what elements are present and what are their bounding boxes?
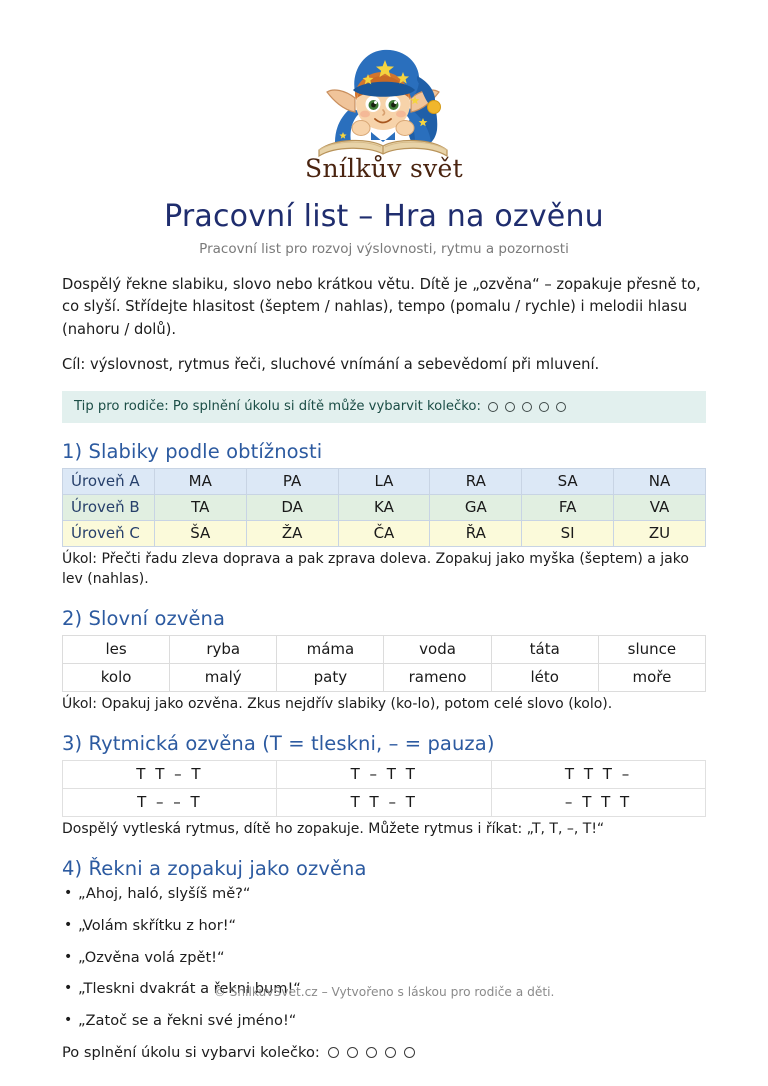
syllable-cell: ZU [614, 521, 706, 547]
syllable-cell: FA [522, 495, 614, 521]
syllable-cell: ŽA [246, 521, 338, 547]
table-row [63, 788, 706, 816]
word-cell: voda [384, 635, 491, 663]
table-row [63, 469, 706, 495]
word-cell: rameno [384, 663, 491, 691]
section-heading-1: 1) Slabiky podle obtížnosti [62, 440, 323, 464]
closing-text: Po splnění úkolu si vybarvi kolečko: [62, 1044, 320, 1062]
section-heading-3: 3) Rytmická ozvěna (T = tleskni, – = pauza) [62, 731, 495, 755]
logo-wordmark: Snílkův svět [305, 154, 463, 183]
words-table [62, 635, 706, 692]
level-label: Úroveň B [63, 495, 155, 521]
task-note-3: Dospělý vytleská rytmus, dítě ho zopakuje. Můžete rytmus i říkat: „T, T, –, T!“ [62, 820, 605, 837]
closing-circle[interactable] [366, 1047, 377, 1058]
closing-circle-group[interactable] [328, 1047, 415, 1058]
syllable-cell: NA [614, 469, 706, 495]
page-subtitle: Pracovní list pro rozvoj výslovnosti, rytmu a pozornosti [199, 241, 569, 257]
parent-tip-box [62, 391, 706, 423]
rhythm-cell: T T – T [63, 760, 277, 788]
section-heading-4: 4) Řekni a zopakuj jako ozvěna [62, 856, 367, 880]
word-cell: máma [277, 635, 384, 663]
syllable-cell: ŠA [154, 521, 246, 547]
word-cell: kolo [63, 663, 170, 691]
syllable-cell: KA [338, 495, 430, 521]
table-row [63, 521, 706, 547]
syllable-cell: VA [614, 495, 706, 521]
rhythm-cell: – T T T [491, 788, 705, 816]
closing-circle[interactable] [404, 1047, 415, 1058]
syllable-cell: DA [246, 495, 338, 521]
table-row [63, 495, 706, 521]
closing-circle[interactable] [385, 1047, 396, 1058]
task-note-1: Úkol: Přečti řadu zleva doprava a pak zprava doleva. Zopakuj jako myška (šeptem) a jako lev (nahlas). [62, 551, 689, 587]
syllable-cell: SA [522, 469, 614, 495]
tip-circle-group[interactable] [488, 402, 566, 412]
word-cell: léto [491, 663, 598, 691]
word-cell: moře [598, 663, 705, 691]
intro-paragraph: Dospělý řekne slabiku, slovo nebo krátkou větu. Dítě je „ozvěna“ – zopakuje přesně to, co slyší. Střídejte hlasitost (šeptem / nahlas), tempo (pomalu / rychle) i melodii hlasu (nahoru / dolů). [62, 276, 701, 338]
list-item: • „Ahoj, haló, slyšíš mě?“ [62, 885, 706, 904]
level-label: Úroveň A [63, 469, 155, 495]
table-row [63, 760, 706, 788]
syllable-cell: SI [522, 521, 614, 547]
goal-paragraph: Cíl: výslovnost, rytmus řeči, sluchové vnímání a sebevědomí při mluvení. [62, 356, 600, 374]
site-logo [62, 0, 706, 183]
syllable-cell: ŘA [430, 521, 522, 547]
word-cell: táta [491, 635, 598, 663]
list-item: • „Ozvěna volá zpět!“ [62, 949, 706, 968]
closing-circle[interactable] [347, 1047, 358, 1058]
syllable-cell: GA [430, 495, 522, 521]
rhythm-cell: T T – T [277, 788, 491, 816]
rhythm-cell: T – – T [63, 788, 277, 816]
page-title: Pracovní list – Hra na ozvěnu [164, 199, 604, 234]
tip-circle[interactable] [556, 402, 566, 412]
tip-circle[interactable] [539, 402, 549, 412]
syllable-cell: ČA [338, 521, 430, 547]
word-cell: les [63, 635, 170, 663]
parent-tip-text: Tip pro rodiče: Po splnění úkolu si dítě může vybarvit kolečko: [74, 399, 481, 415]
rhythm-table [62, 760, 706, 817]
page-footer: © SnilkuvSvet.cz – Vytvořeno s láskou pro rodiče a děti. [213, 985, 555, 999]
section-heading-2: 2) Slovní ozvěna [62, 606, 226, 630]
level-label: Úroveň C [63, 521, 155, 547]
closing-circle[interactable] [328, 1047, 339, 1058]
list-item: • „Zatoč se a řekni své jméno!“ [62, 1012, 706, 1031]
rhythm-cell: T T T – [491, 760, 705, 788]
syllables-table [62, 468, 706, 547]
word-cell: slunce [598, 635, 705, 663]
word-cell: paty [277, 663, 384, 691]
tip-circle[interactable] [522, 402, 532, 412]
word-cell: ryba [170, 635, 277, 663]
table-row [63, 635, 706, 663]
closing-row [62, 1044, 706, 1061]
phrase-list [62, 885, 706, 1032]
rhythm-cell: T – T T [277, 760, 491, 788]
list-item: • „Tleskni dvakrát a řekni bum!“ [62, 980, 706, 999]
elf-wizard-reading-book-icon [289, 46, 479, 158]
table-row [63, 663, 706, 691]
task-note-2: Úkol: Opakuj jako ozvěna. Zkus nejdřív slabiky (ko-lo), potom celé slovo (kolo). [62, 695, 613, 712]
list-item: • „Volám skřítku z hor!“ [62, 917, 706, 936]
syllable-cell: TA [154, 495, 246, 521]
syllable-cell: LA [338, 469, 430, 495]
tip-circle[interactable] [505, 402, 515, 412]
syllable-cell: RA [430, 469, 522, 495]
syllable-cell: MA [154, 469, 246, 495]
word-cell: malý [170, 663, 277, 691]
syllable-cell: PA [246, 469, 338, 495]
tip-circle[interactable] [488, 402, 498, 412]
